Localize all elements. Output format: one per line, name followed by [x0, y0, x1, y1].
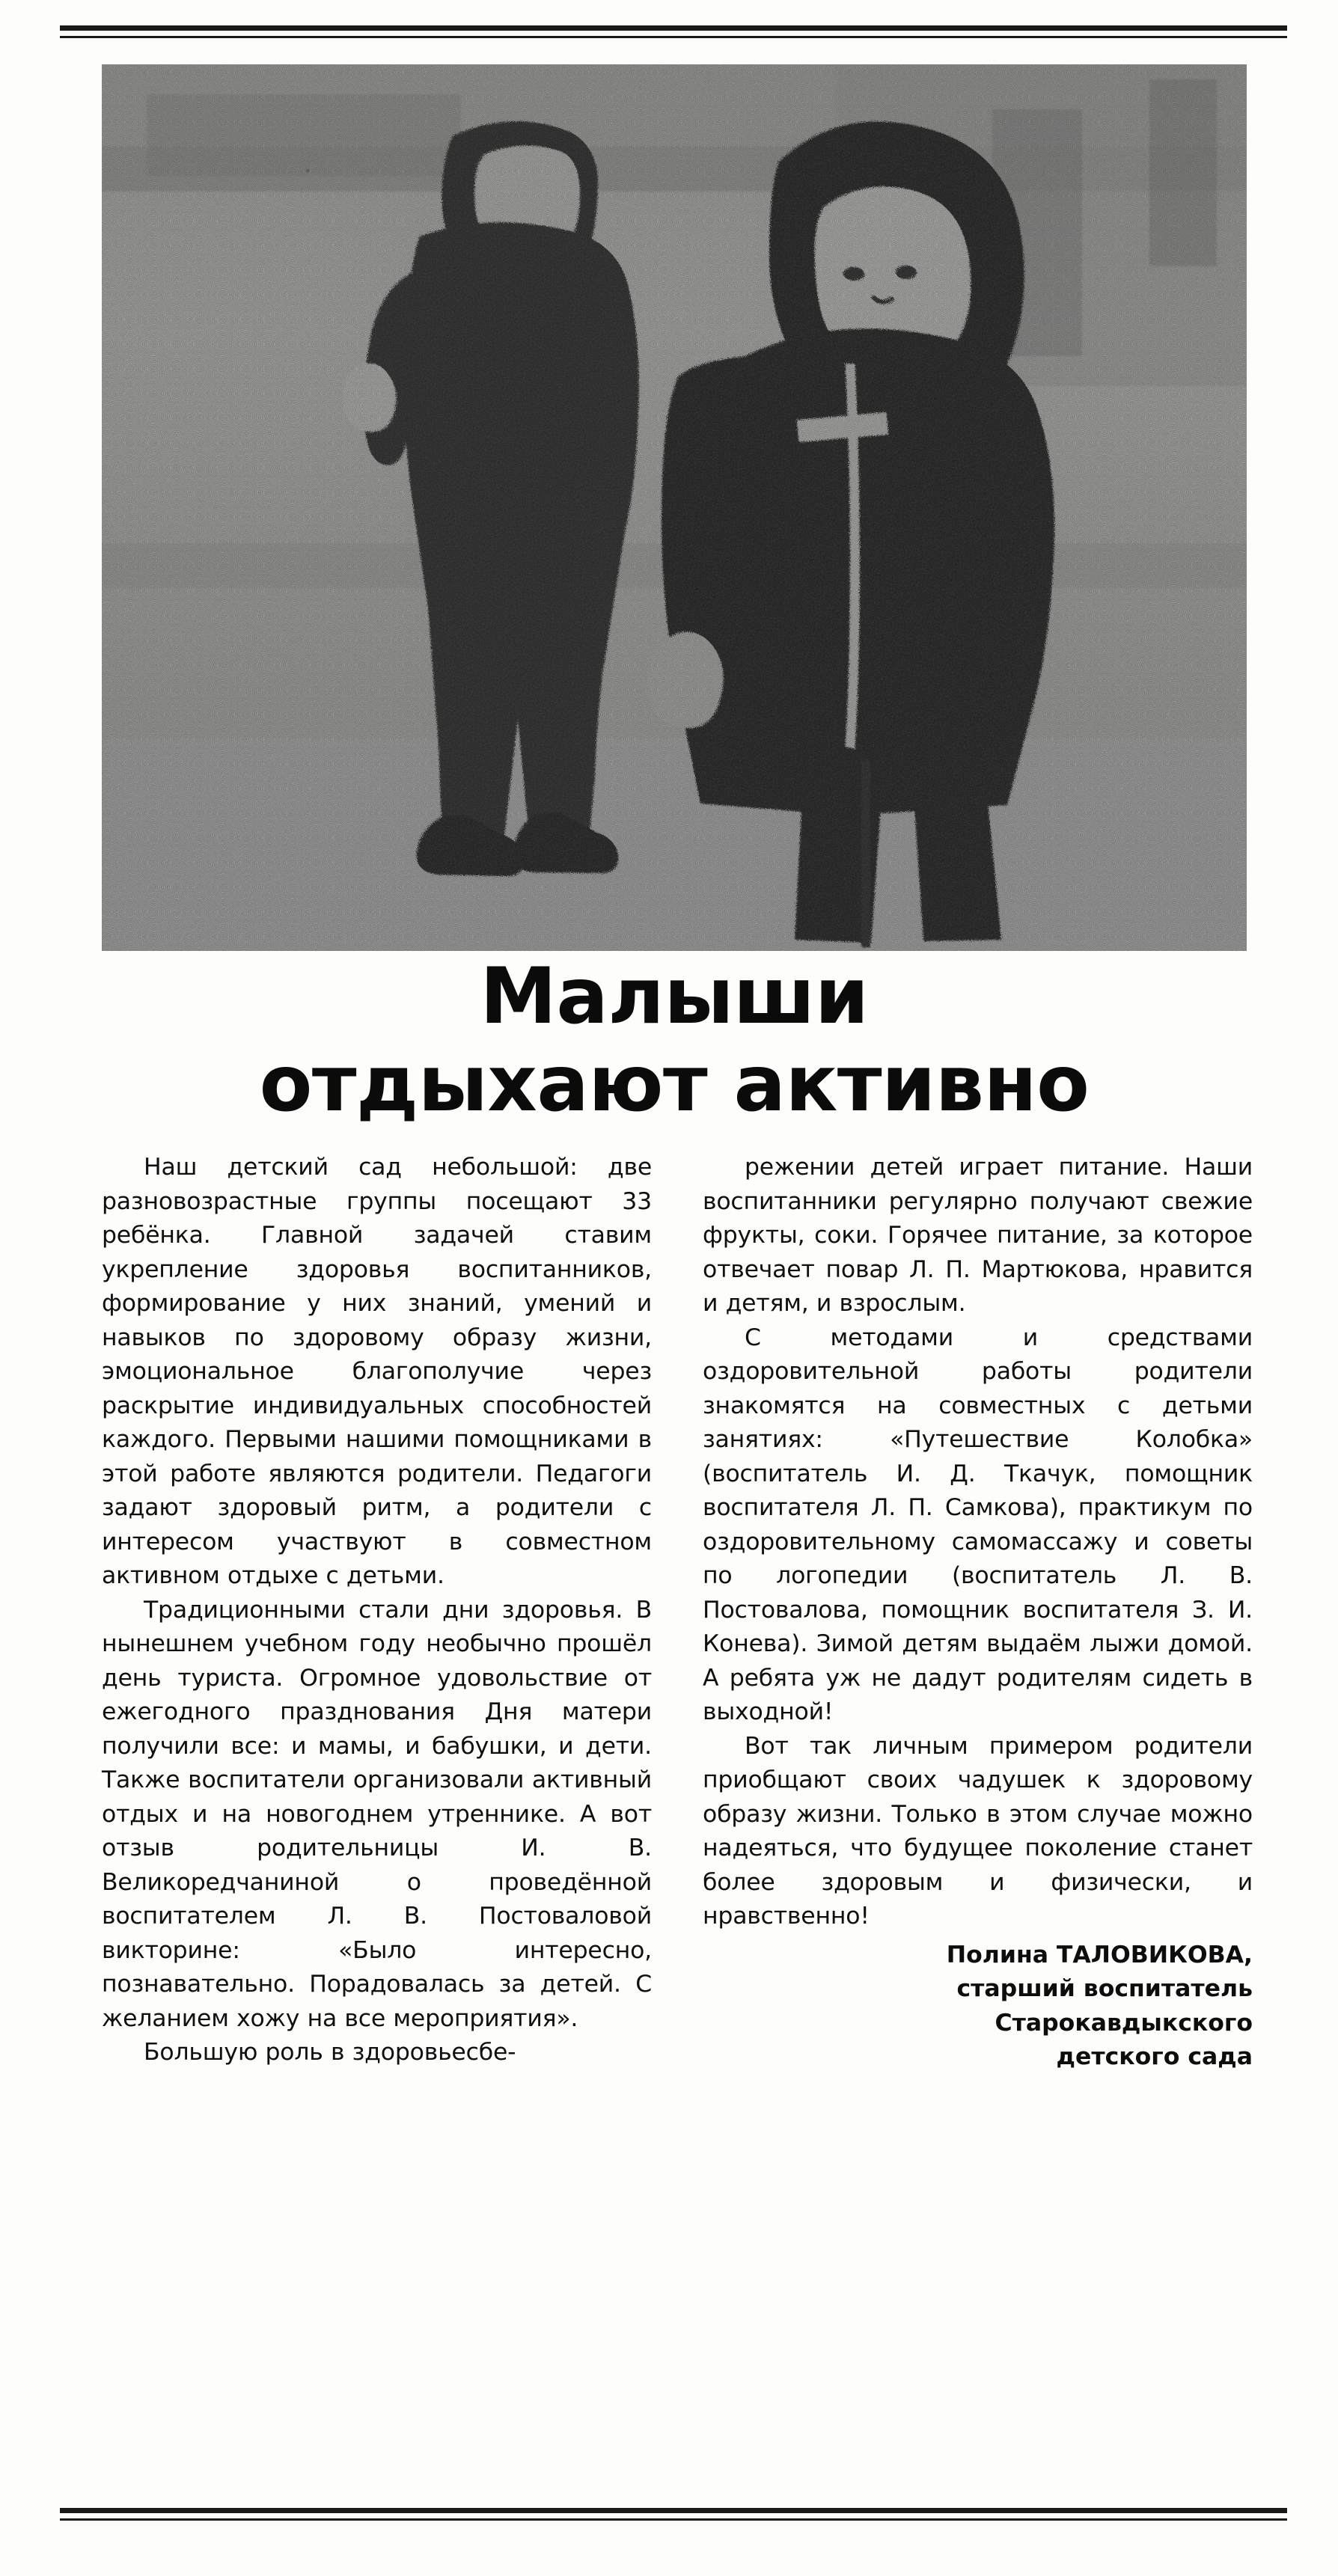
- article-body: [102, 1151, 1253, 2475]
- signature-role: старший воспитатель: [956, 1975, 1253, 2002]
- headline-line-1: Малыши: [480, 952, 869, 1041]
- top-rule-thick: [60, 25, 1287, 31]
- paragraph: Традиционными стали дни здоровья. В нынешнем учебном году необычно прошёл день туриста. Огромное удовольствие от ежегодного празднования Дня матери получили все: и мамы, и бабушки, и дети. Также воспитатели организовали активный отдых и на новогоднем утреннике. А вот отзыв родительницы И. В. Великоредчаниной о проведённой воспитателем Л. В. Постоваловой викторине: «Было интересно, познавательно. Порадовалась за детей. С желанием хожу на все мероприятия».: [102, 1596, 652, 2032]
- top-rule-thin: [60, 36, 1287, 38]
- paragraph: Наш детский сад небольшой: две разновозрастные группы посещают 33 ребёнка. Главной задачей ставим укрепление здоровья воспитанников, формирование у них знаний, умений и навыков по здоровому образу жизни, эмоциональное благополучие через раскрытие индивидуальных способностей каждого. Первыми нашими помощниками в этой работе являются родители. Педагоги задают здоровый ритм, а родители с интересом участвуют в совместном активном отдыхе с детьми.: [102, 1154, 652, 1589]
- signature-org-2: детского сада: [1056, 2043, 1253, 2070]
- photo-grain: [102, 64, 1247, 951]
- paragraph: режении детей играет питание. Наши воспитанники регулярно получают свежие фрукты, соки. Горячее питание, за которое отвечает повар Л. П. Мартюкова, нравится и детям, и взрослым.: [703, 1154, 1253, 1317]
- right-column: [703, 1151, 1253, 2075]
- bottom-rule-thin: [60, 2518, 1287, 2521]
- signature-org-1: Старокавдыкского: [995, 2009, 1253, 2037]
- article-photo: [102, 64, 1247, 951]
- signature-author: Полина ТАЛОВИКОВА,: [946, 1941, 1253, 1968]
- paragraph: Большую роль в здоровьесбе-: [144, 2039, 516, 2066]
- article-signature: [703, 1939, 1253, 2075]
- paragraph: С методами и средствами оздоровительной работы родители знакомятся на совместных с детьми занятиях: «Путешествие Колобка» (воспитатель И. Д. Ткачук, помощник воспитателя Л. П. Самкова), практикум по оздоровительному самомассажу и советы по логопедии (воспитатель Л. В. Постовалова, помощник воспитателя З. И. Конева). Зимой детям выдаём лыжи домой. А ребята уж не дадут родителям сидеть в выходной!: [703, 1324, 1253, 1725]
- headline-line-2: отдыхают активно: [259, 1039, 1090, 1129]
- bottom-rule-thick: [60, 2508, 1287, 2513]
- paragraph: Вот так личным примером родители приобщают своих чадушек к здоровому образу жизни. Только в этом случае можно надеяться, что будущее поколение станет более здоровым и физически, и нравственно!: [703, 1732, 1253, 1930]
- left-column: [102, 1151, 652, 2070]
